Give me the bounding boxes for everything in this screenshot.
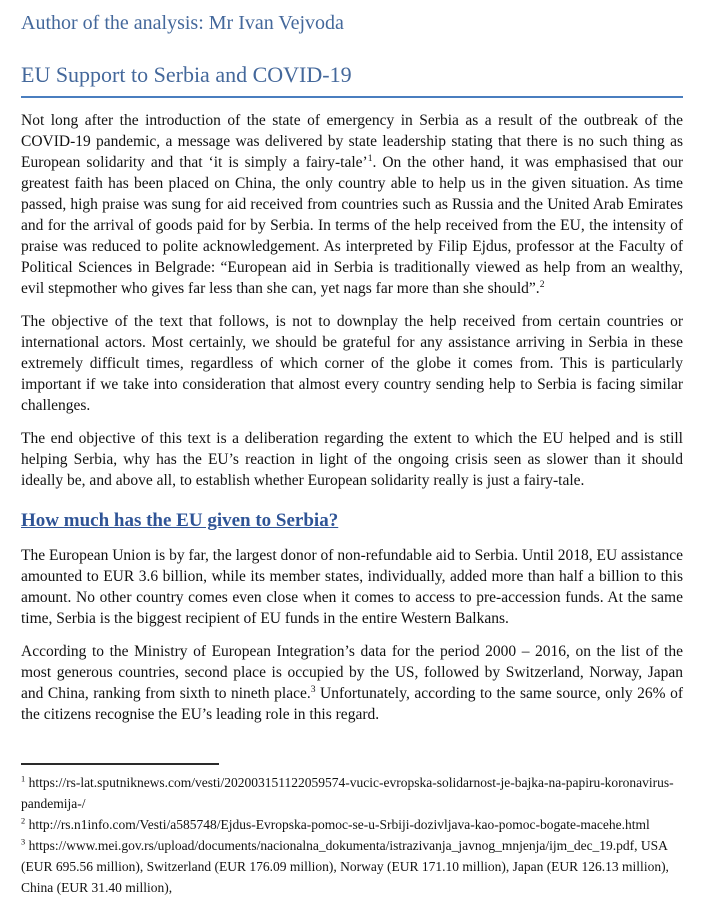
paragraph-1-text: . On the other hand, it was emphasised that our greatest faith has been placed on China, the only country able to help us in the given situation. As time passed, high praise was sung for aid received from countries such as Russia and the United Arab Emirates and for the arrival of goods paid for by Serbia. In terms of the help received from the EU, the intensity of praise was reduced to polite acknowledgement. As interpreted by Filip Ejdus, professor at the Faculty of Political Sciences in Belgrade: “European aid in Serbia is traditionally viewed as help from an wealthy, evil stepmother who gives far less than she can, yet nags far more than she should”.	[21, 154, 683, 297]
footnote-ref-2: 2	[539, 278, 545, 290]
main-heading: EU Support to Serbia and COVID-19	[21, 61, 683, 98]
paragraph-1-text: Not long after the introduction of the state of emergency in Serbia as a result of the outbreak of the COVID-19 pandemic, a message was delivered by state leadership stating that there is no such thing as European solidarity and that ‘it is simply a fairy-tale’	[21, 112, 683, 171]
footnote-2-marker: 2	[21, 816, 26, 826]
author-line: Author of the analysis: Mr Ivan Vejvoda	[21, 12, 344, 34]
paragraph-5-text: According to the Ministry of European Integration’s data for the period 2000 – 2016, on the list of the most generous countries, second place is occupied by the US, followed by Switzerland, Norway, Japan and China, ranking from sixth to nineth place.	[21, 643, 683, 702]
paragraph-3: The end objective of this text is a deliberation regarding the extent to which the EU helped and is still helping Serbia, why has the EU’s reaction in light of the ongoing crisis seen as slower than it should ideally be, and above all, to establish whether European solidarity really is just a fairy-tale.	[21, 430, 683, 489]
footnote-1	[21, 772, 683, 814]
paragraph-2: The objective of the text that follows, is not to downplay the help received from certain countries or international actors. Most certainly, we should be grateful for any assistance arriving in Serbia in these extremely difficult times, regardless of which corner of the globe it comes from. This is particularly important if we take into consideration that almost every country sending help to Serbia is facing similar challenges.	[21, 313, 683, 414]
footnote-2-text: http://rs.n1info.com/Vesti/a585748/Ejdus-Evropska-pomoc-se-u-Srbiji-dozivljava-kao-pomoc-bogate-macehe.html	[25, 817, 650, 832]
footnote-3	[21, 835, 683, 898]
footnote-2	[21, 814, 683, 835]
footnote-separator-rule	[21, 763, 219, 765]
footnote-3-text: https://www.mei.gov.rs/upload/documents/nacionalna_dokumenta/istrazivanja_javnog_mnjenja/ijm_dec_19.pdf, USA (EUR 695.56 million), Switzerland (EUR 176.09 million), Norway (EUR 171.10 million), Japan (EUR 126.13 million), China (EUR 31.40 million),	[21, 838, 669, 895]
footnote-1-text: https://rs-lat.sputniknews.com/vesti/202003151122059574-vucic-evropska-solidarnost-je-bajka-na-papiru-koronavirus-pandemija-/	[21, 775, 674, 811]
footnote-1-marker: 1	[21, 774, 26, 784]
footnote-ref-1: 1	[367, 152, 373, 164]
footnote-ref-3: 3	[310, 683, 316, 695]
paragraph-5	[21, 641, 683, 725]
paragraph-1	[21, 110, 683, 299]
paragraph-5-text: Unfortunately, according to the same source, only 26% of the citizens recognise the EU’s leading role in this regard.	[21, 685, 683, 723]
footnote-3-marker: 3	[21, 837, 26, 847]
section-heading: How much has the EU given to Serbia?	[21, 510, 339, 531]
paragraph-4: The European Union is by far, the largest donor of non-refundable aid to Serbia. Until 2018, EU assistance amounted to EUR 3.6 billion, while its member states, individually, added more than half a billion to this amount. No other country comes even close when it comes to access to pre-accession funds. At the same time, Serbia is the biggest recipient of EU funds in the entire Western Balkans.	[21, 547, 683, 627]
footnotes-section	[21, 763, 683, 898]
